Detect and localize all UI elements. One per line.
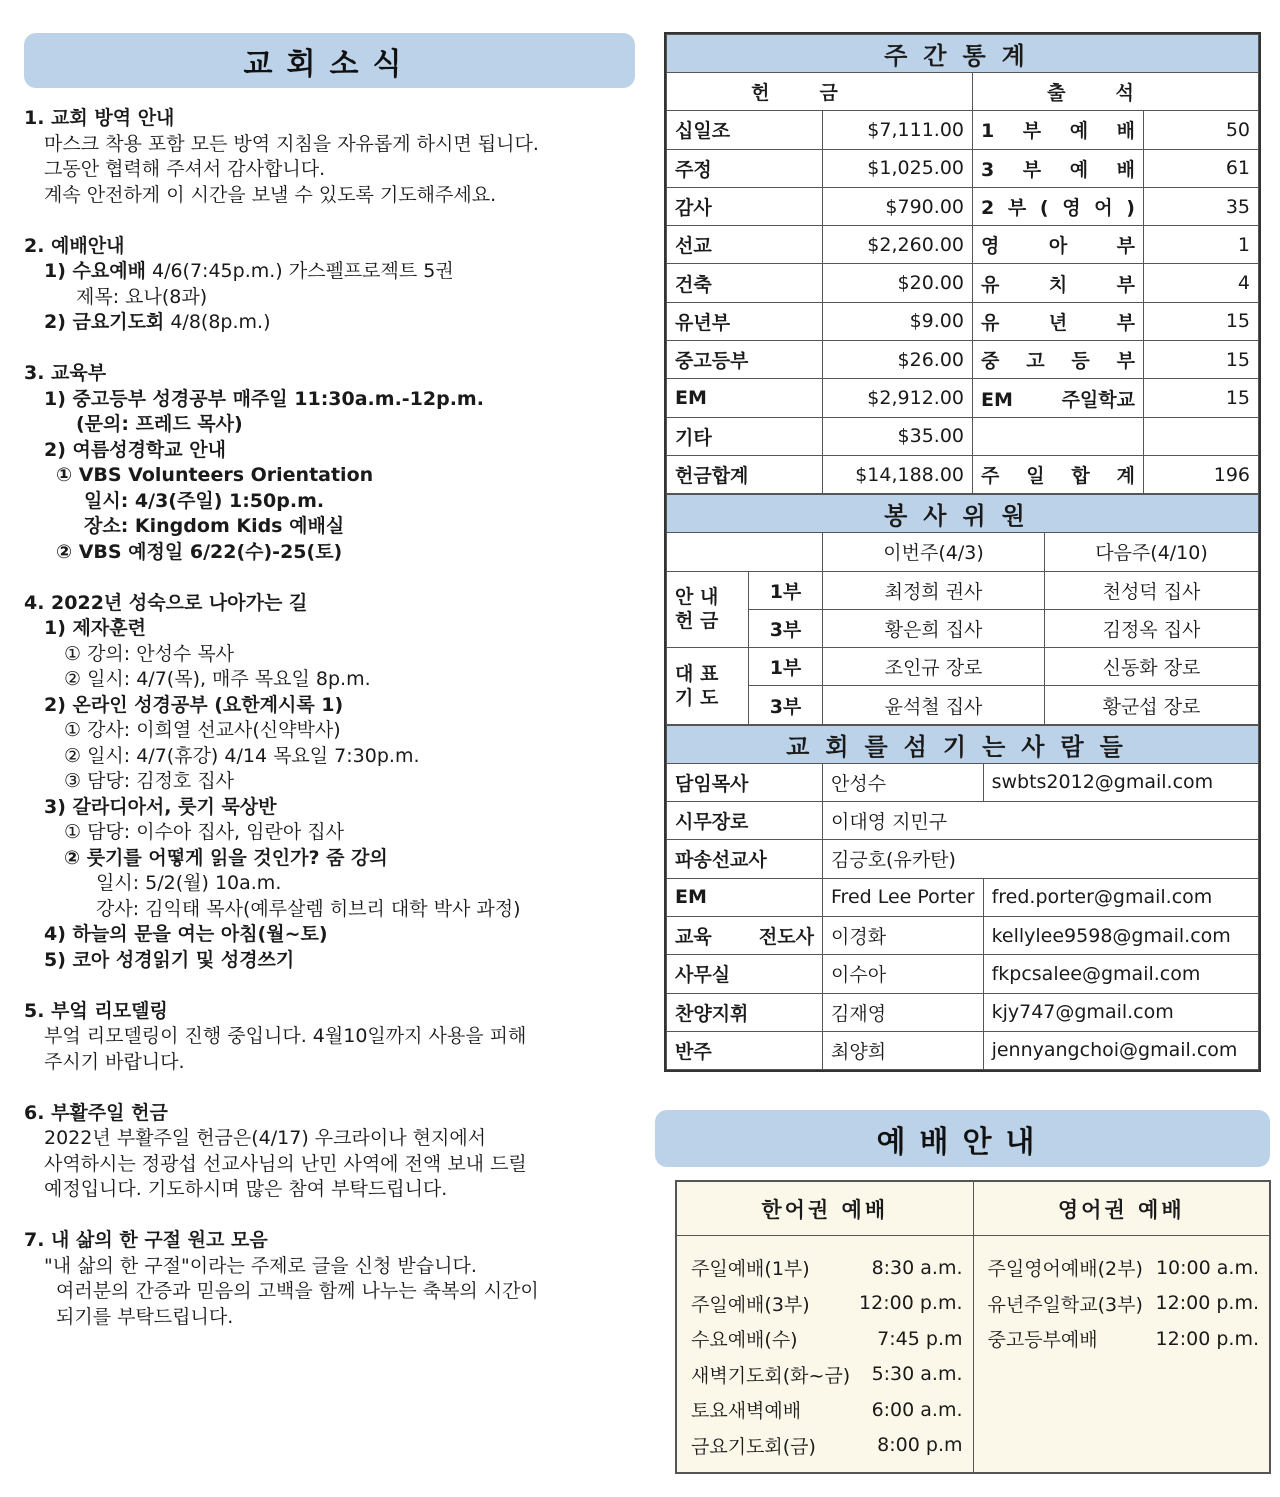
- service-time: 7:45 p.m: [877, 1327, 963, 1350]
- attendance-count: 15: [1144, 302, 1259, 340]
- news-line: [24, 820, 636, 846]
- service-item: [988, 1250, 1260, 1286]
- news-line-text: 사역하시는 정광섭 선교사님의 난민 사역에 전액 보내 드릴: [44, 1152, 527, 1175]
- news-line-text: ③ 담당: 김정호 집사: [64, 770, 235, 792]
- service-item: [691, 1428, 963, 1464]
- attendance-count: 15: [1144, 379, 1259, 417]
- staff-email: fred.porter@gmail.com: [983, 878, 1258, 916]
- news-line: [24, 1050, 636, 1076]
- staff-row: [667, 993, 1259, 1031]
- service-name: 주일예배(3부): [691, 1293, 810, 1316]
- servants-this-week-name: 황은희 집사: [823, 609, 1045, 647]
- servants-this-week-name: 윤석철 집사: [823, 686, 1045, 724]
- stats-row: [667, 417, 1259, 455]
- staff-role: 파송선교사: [667, 840, 823, 878]
- news-line-text: ① 강의: 안성수 목사: [64, 642, 235, 665]
- news-line-bold: ② VBS 예정일 6/22(수)-25(토): [56, 540, 343, 563]
- news-section: [24, 999, 636, 1076]
- offering-label: 유년부: [667, 302, 823, 340]
- offering-amount: $35.00: [823, 417, 973, 455]
- news-line-bold: 일시: 4/3(주일) 1:50p.m.: [84, 489, 325, 512]
- attendance-label: 3 부 예 배: [973, 149, 1144, 187]
- staff-table: [666, 725, 1259, 1070]
- staff-role: 시무장로: [667, 802, 823, 840]
- offering-label: 십일조: [667, 111, 823, 149]
- staff-row: [667, 802, 1259, 840]
- news-heading: 5. 부엌 리모델링: [24, 999, 168, 1022]
- news-line: [24, 1177, 636, 1203]
- news-line: [24, 1279, 636, 1305]
- news-line-text: ② 일시: 4/7(목), 매주 목요일 8p.m.: [64, 668, 371, 690]
- attendance-label: 유 치 부: [973, 264, 1144, 302]
- offering-amount: $26.00: [823, 341, 973, 379]
- news-line-bold: 1) 제자훈련: [44, 617, 146, 639]
- news-section: [24, 1228, 636, 1330]
- news-title: 교회소식: [24, 33, 635, 88]
- offering-label: EM: [667, 379, 823, 417]
- staff-role: 반주: [667, 1031, 823, 1069]
- attendance-count: 4: [1144, 264, 1259, 302]
- news-line-text: ① 강사: 이희열 선교사(신약박사): [64, 719, 341, 741]
- news-section: [24, 234, 636, 336]
- servants-title: 봉사위원: [667, 495, 1259, 533]
- servants-next-week: 다음주(4/10): [1045, 533, 1259, 571]
- staff-name: 김재영: [823, 993, 984, 1031]
- news-line: [24, 795, 636, 821]
- staff-email: jennyangchoi@gmail.com: [983, 1031, 1258, 1069]
- news-line: [24, 871, 636, 897]
- service-time: 5:30 a.m.: [871, 1363, 963, 1386]
- servants-this-week-name: 조인규 장로: [823, 648, 1045, 686]
- service-time: 12:00 p.m.: [1155, 1327, 1259, 1350]
- stats-row: [667, 341, 1259, 379]
- servants-next-week-name: 신동화 장로: [1045, 648, 1259, 686]
- news-line-bold: 3) 갈라디아서, 룻기 묵상반: [44, 795, 277, 818]
- news-line-text: 되기를 부탁드립니다.: [56, 1305, 234, 1328]
- staff-name: 이대영 지민구: [823, 802, 1259, 840]
- news-line-text: 강사: 김익태 목사(예루살렘 히브리 대학 박사 과정): [96, 897, 521, 920]
- service-name: 새벽기도회(화~금): [691, 1364, 851, 1387]
- news-line-bold: 장소: Kingdom Kids 예배실: [84, 515, 345, 537]
- attendance-count: [1144, 417, 1259, 455]
- staff-name: 안성수: [823, 763, 984, 801]
- offering-label: 헌금합계: [667, 455, 823, 493]
- stats-panel: [664, 32, 1261, 1072]
- servants-row: [667, 648, 1259, 686]
- servants-this-week-name: 최정희 권사: [823, 571, 1045, 609]
- attendance-count: 1: [1144, 226, 1259, 264]
- news-line-bold: 5) 코아 성경읽기 및 성경쓰기: [44, 948, 295, 971]
- worship-title: 예배안내: [655, 1110, 1270, 1167]
- stats-row: [667, 264, 1259, 302]
- attendance-label: 유 년 부: [973, 302, 1144, 340]
- staff-name: 이수아: [823, 955, 984, 993]
- attendance-label: 중 고 등 부: [973, 341, 1144, 379]
- news-line: [24, 387, 636, 413]
- servants-body: [667, 571, 1259, 724]
- offering-amount: $20.00: [823, 264, 973, 302]
- stats-row: [667, 187, 1259, 225]
- news-section: [24, 361, 636, 565]
- news-line-bold: 1) 수요예배: [44, 260, 146, 282]
- korean-services-column: [677, 1182, 974, 1472]
- news-line: [24, 1305, 636, 1331]
- news-line: [24, 1152, 636, 1178]
- stats-row: [667, 455, 1259, 493]
- english-services-column: [974, 1182, 1270, 1472]
- offering-label: 선교: [667, 226, 823, 264]
- news-line-bold: ① VBS Volunteers Orientation: [56, 464, 374, 486]
- stats-row: [667, 302, 1259, 340]
- news-line-bold: 2) 금요기도회: [44, 311, 165, 333]
- news-line: [24, 438, 636, 464]
- news-line-text: 여러분의 간증과 믿음의 고백을 함께 나누는 축복의 시간이: [56, 1280, 539, 1302]
- news-line: [24, 846, 636, 872]
- offering-label: 중고등부: [667, 341, 823, 379]
- news-line: [24, 922, 636, 948]
- news-heading: 6. 부활주일 헌금: [24, 1101, 168, 1124]
- news-line: [24, 1126, 636, 1152]
- staff-email: kellylee9598@gmail.com: [983, 916, 1258, 954]
- news-line: [24, 769, 636, 795]
- service-name: 중고등부예배: [987, 1329, 1098, 1352]
- news-line: [24, 285, 636, 311]
- news-line: [24, 540, 636, 566]
- servants-row: [667, 609, 1259, 647]
- news-heading: 4. 2022년 성숙으로 나아가는 길: [24, 591, 308, 614]
- service-time: 8:30 a.m.: [871, 1256, 963, 1279]
- news-heading: 3. 교육부: [24, 362, 107, 384]
- servants-next-week-name: 황군섭 장로: [1045, 686, 1259, 724]
- weekly-stats-table: [666, 34, 1259, 494]
- news-heading: 1. 교회 방역 안내: [24, 107, 175, 129]
- staff-name: 이경화: [823, 916, 984, 954]
- news-line: [24, 1254, 636, 1280]
- staff-role: 찬양지휘: [667, 993, 823, 1031]
- service-name: 주일예배(1부): [691, 1258, 810, 1281]
- news-line: [24, 259, 636, 285]
- servants-role: 안 내 헌 금: [667, 571, 749, 648]
- staff-row: [667, 916, 1259, 954]
- offering-amount: $14,188.00: [823, 455, 973, 493]
- stats-body: [667, 111, 1259, 494]
- service-name: 주일영어예배(2부): [987, 1258, 1143, 1281]
- news-line-bold: 1) 중고등부 성경공부 매주일 11:30a.m.-12p.m.: [44, 387, 484, 410]
- service-item: [691, 1286, 963, 1322]
- stats-row: [667, 111, 1259, 149]
- staff-role: 교육 전도사: [667, 916, 823, 954]
- news-line-text: 일시: 5/2(월) 10a.m.: [96, 872, 282, 894]
- staff-name: 최양희: [823, 1031, 984, 1069]
- staff-email: swbts2012@gmail.com: [983, 763, 1258, 801]
- news-line: [24, 744, 636, 770]
- news-heading: 7. 내 삶의 한 구절 원고 모음: [24, 1229, 268, 1251]
- news-section: [24, 106, 636, 208]
- staff-role: EM: [667, 878, 823, 916]
- service-item: [691, 1357, 963, 1393]
- staff-email: kjy747@gmail.com: [983, 993, 1258, 1031]
- news-line: [24, 310, 636, 336]
- service-item: [691, 1250, 963, 1286]
- service-time: 6:00 a.m.: [871, 1398, 963, 1421]
- attendance-label: [973, 417, 1144, 455]
- news-line-text: 4/8(8p.m.): [164, 311, 271, 333]
- servants-next-week-name: 김정옥 집사: [1045, 609, 1259, 647]
- attendance-count: 61: [1144, 149, 1259, 187]
- news-line-text: 마스크 착용 포함 모든 방역 지침을 자유롭게 하시면 됩니다.: [44, 132, 539, 155]
- news-line: [24, 157, 636, 183]
- korean-header: 한어권 예배: [677, 1182, 973, 1236]
- news-line-text: 4/6(7:45p.m.) 가스펠프로젝트 5권: [145, 260, 454, 282]
- servants-row: [667, 571, 1259, 609]
- worship-table: [675, 1180, 1271, 1474]
- offering-amount: $9.00: [823, 302, 973, 340]
- news-line-text: 제목: 요나(8과): [76, 285, 208, 308]
- offering-label: 감사: [667, 187, 823, 225]
- servants-service: 1부: [749, 571, 823, 609]
- attendance-label: EM 주일학교: [973, 379, 1144, 417]
- offering-label: 건축: [667, 264, 823, 302]
- news-line-text: 그동안 협력해 주셔서 감사합니다.: [44, 158, 326, 180]
- staff-role: 사무실: [667, 955, 823, 993]
- news-line-text: 2022년 부활주일 헌금은(4/17) 우크라이나 현지에서: [44, 1127, 487, 1149]
- news-section: [24, 1101, 636, 1203]
- staff-name: Fred Lee Porter: [823, 878, 984, 916]
- news-line-bold: 2) 여름성경학교 안내: [44, 438, 226, 461]
- offering-amount: $790.00: [823, 187, 973, 225]
- stats-row: [667, 226, 1259, 264]
- offering-amount: $2,912.00: [823, 379, 973, 417]
- servants-service: 3부: [749, 609, 823, 647]
- service-item: [691, 1392, 963, 1428]
- news-line: [24, 463, 636, 489]
- attendance-label: 주 일 합 계: [973, 455, 1144, 493]
- news-line-text: 계속 안전하게 이 시간을 보낼 수 있도록 기도해주세요.: [44, 183, 497, 206]
- news-section: [24, 591, 636, 974]
- news-line-bold: (문의: 프레드 목사): [76, 413, 243, 435]
- stats-title: 주간통계: [667, 35, 1259, 73]
- korean-services-list: [677, 1236, 973, 1463]
- attendance-count: 15: [1144, 341, 1259, 379]
- servants-service: 3부: [749, 686, 823, 724]
- staff-title: 교회를섬기는사람들: [667, 725, 1259, 763]
- news-line: [24, 616, 636, 642]
- staff-row: [667, 840, 1259, 878]
- service-time: 12:00 p.m.: [859, 1292, 963, 1315]
- news-line: [24, 132, 636, 158]
- stats-row: [667, 379, 1259, 417]
- news-line-text: 부엌 리모델링이 진행 중입니다. 4월10일까지 사용을 피해: [44, 1025, 527, 1047]
- servants-this-week: 이번주(4/3): [823, 533, 1045, 571]
- service-item: [691, 1321, 963, 1357]
- offering-amount: $7,111.00: [823, 111, 973, 149]
- news-line: [24, 897, 636, 923]
- news-line-text: 예정입니다. 기도하시며 많은 참여 부탁드립니다.: [44, 1178, 448, 1200]
- servants-service: 1부: [749, 648, 823, 686]
- service-time: 8:00 p.m: [877, 1434, 963, 1457]
- news-line: [24, 412, 636, 438]
- attendance-label: 2 부 ( 영 어 ): [973, 187, 1144, 225]
- news-line: [24, 693, 636, 719]
- news-heading: 2. 예배안내: [24, 234, 125, 257]
- attendance-header: 출석: [973, 73, 1259, 111]
- service-name: 금요기도회(금): [691, 1435, 816, 1458]
- attendance-label: 1 부 예 배: [973, 111, 1144, 149]
- service-name: 수요예배(수): [691, 1329, 798, 1352]
- english-services-list: [974, 1236, 1270, 1357]
- news-line: [24, 667, 636, 693]
- service-time: 12:00 p.m.: [1155, 1292, 1259, 1315]
- offering-label: 기타: [667, 417, 823, 455]
- staff-row: [667, 763, 1259, 801]
- servants-row: [667, 686, 1259, 724]
- offering-amount: $1,025.00: [823, 149, 973, 187]
- staff-name: 김긍호(유카탄): [823, 840, 1259, 878]
- news-line-text: "내 삶의 한 구절"이라는 주제로 글을 신청 받습니다.: [44, 1254, 477, 1277]
- attendance-label: 영 아 부: [973, 226, 1144, 264]
- news-line: [24, 489, 636, 515]
- news-line-text: 주시기 바랍니다.: [44, 1050, 185, 1073]
- servants-table: [666, 494, 1259, 724]
- news-line: [24, 1024, 636, 1050]
- offering-header: 헌금: [667, 73, 973, 111]
- service-time: 10:00 a.m.: [1155, 1256, 1259, 1279]
- attendance-count: 196: [1144, 455, 1259, 493]
- news-line: [24, 183, 636, 209]
- news-list: [24, 106, 636, 1356]
- news-line-text: ① 담당: 이수아 집사, 임란아 집사: [64, 821, 344, 843]
- news-line-bold: 2) 온라인 성경공부 (요한계시록 1): [44, 693, 344, 716]
- staff-body: [667, 763, 1259, 1069]
- servants-blank-cell: [667, 533, 823, 571]
- news-line-text: ② 일시: 4/7(휴강) 4/14 목요일 7:30p.m.: [64, 744, 420, 767]
- news-line: [24, 642, 636, 668]
- news-line: [24, 718, 636, 744]
- offering-amount: $2,260.00: [823, 226, 973, 264]
- offering-label: 주정: [667, 149, 823, 187]
- attendance-count: 35: [1144, 187, 1259, 225]
- news-line-bold: ② 룻기를 어떻게 읽을 것인가? 줌 강의: [64, 846, 388, 869]
- service-item: [988, 1286, 1260, 1322]
- staff-row: [667, 878, 1259, 916]
- staff-row: [667, 1031, 1259, 1069]
- service-name: 유년주일학교(3부): [987, 1293, 1143, 1316]
- attendance-count: 50: [1144, 111, 1259, 149]
- servants-next-week-name: 천성덕 집사: [1045, 571, 1259, 609]
- stats-row: [667, 149, 1259, 187]
- news-line-bold: 4) 하늘의 문을 여는 아침(월~토): [44, 923, 328, 945]
- service-name: 토요새벽예배: [691, 1400, 802, 1423]
- staff-email: fkpcsalee@gmail.com: [983, 955, 1258, 993]
- service-item: [988, 1321, 1260, 1357]
- english-header: 영어권 예배: [974, 1182, 1270, 1236]
- news-line: [24, 514, 636, 540]
- staff-role: 담임목사: [667, 763, 823, 801]
- staff-row: [667, 955, 1259, 993]
- servants-role: 대 표 기 도: [667, 648, 749, 725]
- news-line: [24, 948, 636, 974]
